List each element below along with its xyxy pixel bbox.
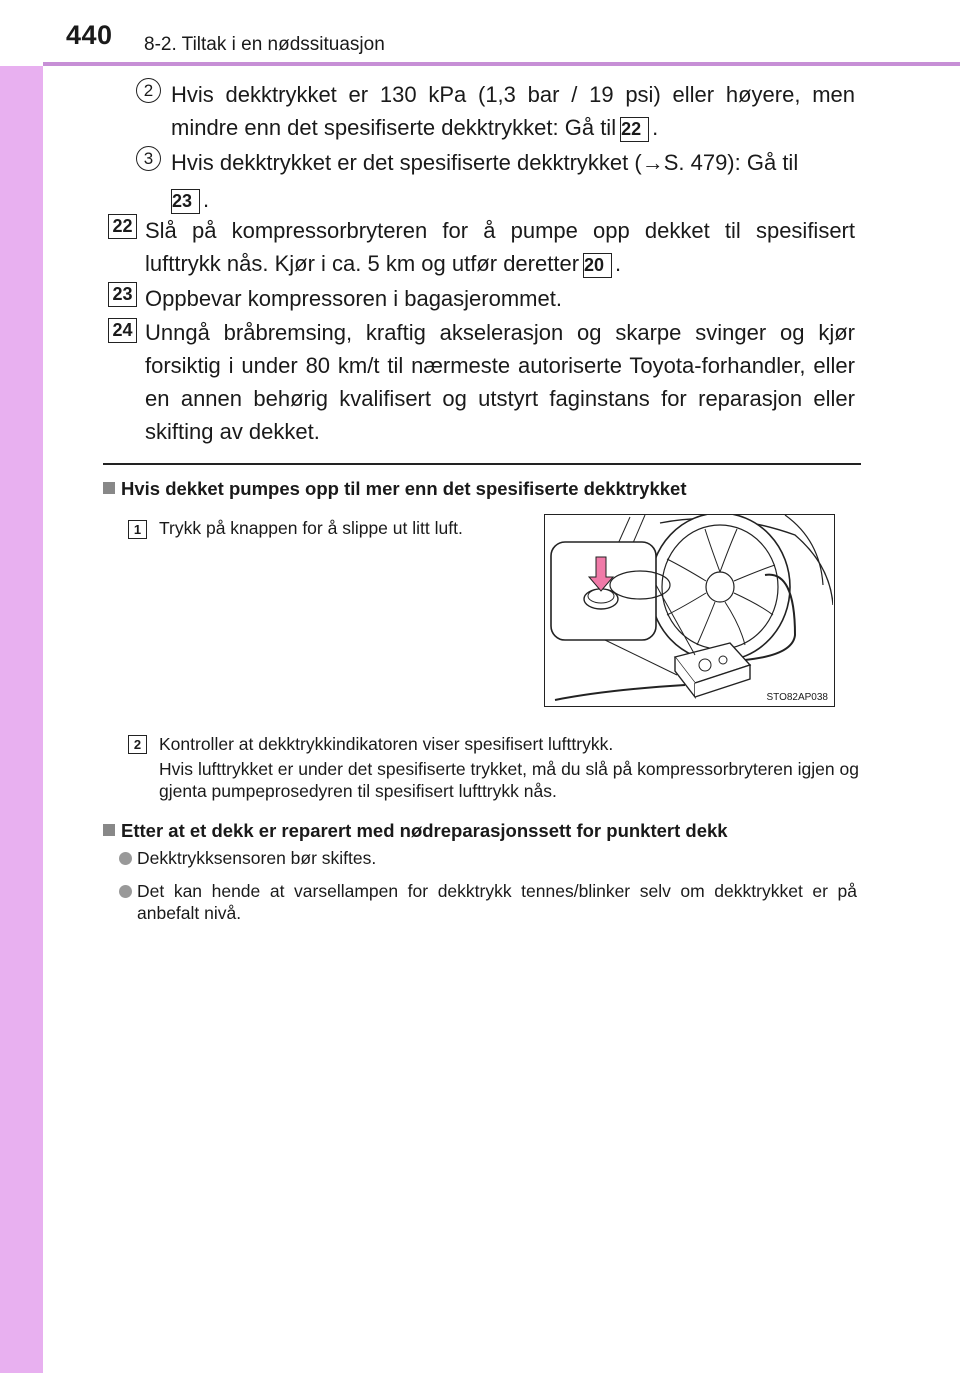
step-2-line-2: Hvis lufttrykket er under det spesifiserte trykket, må du slå på kompressorbryteren igjen og gjenta pumpeprosedyren til spesifisert lufttrykk nås. (159, 759, 859, 801)
section-2-heading (103, 820, 728, 842)
figure-code: STO82AP038 (766, 692, 828, 703)
paragraph-2 (171, 78, 855, 144)
step-22-body: Slå på kompressorbryteren for å pumpe opp dekket til spesifisert lufttrykk nås. Kjør i ca. 5 km og utfør deretter (145, 218, 855, 276)
step-22-end: . (615, 251, 622, 276)
step-label-22: 22 (108, 214, 137, 239)
figure-tire-compressor (544, 514, 835, 707)
bullet-item-2: Det kan hende at varsellampen for dekktrykk tennes/blinker selv om dekktrykket er på anbefalt nivå. (137, 881, 857, 923)
paragraph-2-text: Hvis dekktrykket er 130 kPa (1,3 bar / 19 psi) eller høyere, men mindre enn det spesifiserte dekktrykket: Gå til (171, 82, 855, 140)
step-number-1: 1 (128, 520, 147, 539)
header-rule (43, 62, 960, 66)
paragraph-2-end: . (652, 115, 659, 140)
square-bullet-icon (103, 824, 115, 836)
left-margin-band (0, 0, 43, 1373)
paragraph-3 (171, 146, 855, 216)
step-label-23: 23 (108, 282, 137, 307)
section-divider (103, 463, 861, 465)
step-ref-20[interactable]: 20 (583, 253, 612, 278)
section-2-heading-text: Etter at et dekk er reparert med nødreparasjonssett for punktert dekk (121, 820, 728, 841)
step-23-text: Oppbevar kompressoren i bagasjerommet. (145, 286, 562, 311)
section-1-heading-text: Hvis dekket pumpes opp til mer enn det spesifiserte dekktrykket (121, 478, 687, 499)
circled-marker-2: 2 (136, 78, 161, 103)
step-ref-23[interactable]: 23 (171, 189, 200, 214)
bullet-dot-icon (119, 885, 132, 898)
square-bullet-icon (103, 482, 115, 494)
paragraph-3-end: . (203, 187, 210, 212)
paragraph-3-text-2: S. 479): Gå til (663, 150, 799, 175)
step-label-24: 24 (108, 318, 137, 343)
bullet-item-1: Dekktrykksensoren bør skiftes. (137, 848, 377, 868)
chapter-title: 8-2. Tiltak i en nødssituasjon (144, 34, 385, 55)
section-1-heading (103, 478, 686, 500)
step-1-text: Trykk på knappen for å slippe ut litt luft. (159, 518, 463, 538)
step-number-2: 2 (128, 735, 147, 754)
step-ref-22[interactable]: 22 (620, 117, 649, 142)
circled-marker-3: 3 (136, 146, 161, 171)
page-number: 440 (66, 20, 113, 50)
arrow-symbol: → (641, 150, 664, 175)
bullet-dot-icon (119, 852, 132, 865)
step-2-line-1: Kontroller at dekktrykkindikatoren viser spesifisert lufttrykk. (159, 734, 614, 754)
tire-compressor-illustration (545, 515, 833, 705)
header-band (0, 0, 960, 66)
step-22-text (145, 214, 855, 280)
step-24-text: Unngå bråbremsing, kraftig akselerasjon og skarpe svinger og kjør forsiktig i under 80 km/t til nærmeste autoriserte Toyota-forhandler, eller en annen behørig kvalifisert og utstyrt faginstans for reparasjon eller skifting av dekket. (145, 320, 855, 444)
paragraph-3-text: Hvis dekktrykket er det spesifiserte dekktrykket ( (171, 150, 642, 175)
